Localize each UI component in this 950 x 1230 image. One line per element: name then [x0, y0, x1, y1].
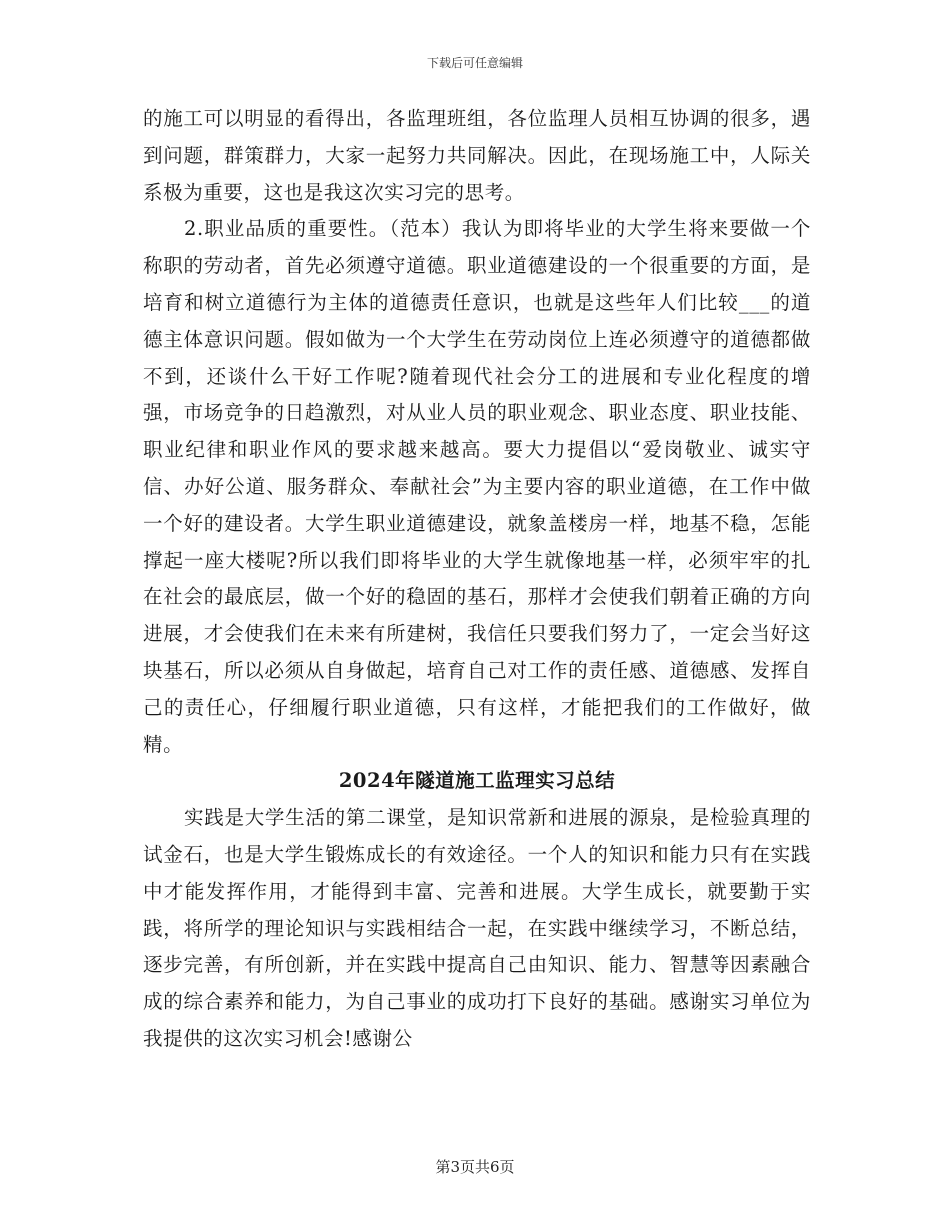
- header-note: 下载后可任意编辑: [426, 56, 523, 70]
- paragraph-continuation: 的施工可以明显的看得出，各监理班组，各位监理人员相互协调的很多，遇到问题，群策群力，大家一起努力共同解决。因此，在现场施工中，人际关系极为重要，这也是我这次实习完的思考。: [143, 107, 811, 204]
- document-body: [143, 101, 811, 1058]
- section-title: 2024年隧道施工监理实习总结: [338, 769, 616, 793]
- paragraph-practice: 实践是大学生活的第二课堂，是知识常新和进展的源泉，是检验真理的试金石，也是大学生锻炼成长的有效途径。一个人的知识和能力只有在实践中才能发挥作用，才能得到丰富、完善和进展。大学生成长，就要勤于实践，将所学的理论知识与实践相结合一起，在实践中继续学习，不断总结，逐步完善，有所创新，并在实践中提高自己由知识、能力、智慧等因素融合成的综合素养和能力，为自己事业的成功打下良好的基础。感谢实习单位为我提供的这次实习机会!感谢公: [143, 806, 811, 1050]
- paragraph-professional-quality: 2.职业品质的重要性。（范本）我认为即将毕业的大学生将来要做一个称职的劳动者，首先必须遵守道德。职业道德建设的一个很重要的方面，是培育和树立道德行为主体的道德责任意识，也就是这些年人们比较___的道德主体意识问题。假如做为一个大学生在劳动岗位上连必须遵守的道德都做不到，还谈什么干好工作呢?随着现代社会分工的进展和专业化程度的增强，市场竞争的日趋激烈，对从业人员的职业观念、职业态度、职业技能、职业纪律和职业作风的要求越来越高。要大力提倡以“爱岗敬业、诚实守信、办好公道、服务群众、奉献社会”为主要内容的职业道德，在工作中做一个好的建设者。大学生职业道德建设，就象盖楼房一样，地基不稳，怎能撑起一座大楼呢?所以我们即将毕业的大学生就像地基一样，必须牢牢的扎在社会的最底层，做一个好的稳固的基石，那样才会使我们朝着正确的方向进展，才会使我们在未来有所建树，我信任只要我们努力了，一定会当好这块基石，所以必须从自身做起，培育自己对工作的责任感、道德感、发挥自己的责任心，仔细履行职业道德，只有这样，才能把我们的工作做好，做精。: [143, 217, 811, 756]
- page-number: 第3页共6页: [435, 1158, 515, 1176]
